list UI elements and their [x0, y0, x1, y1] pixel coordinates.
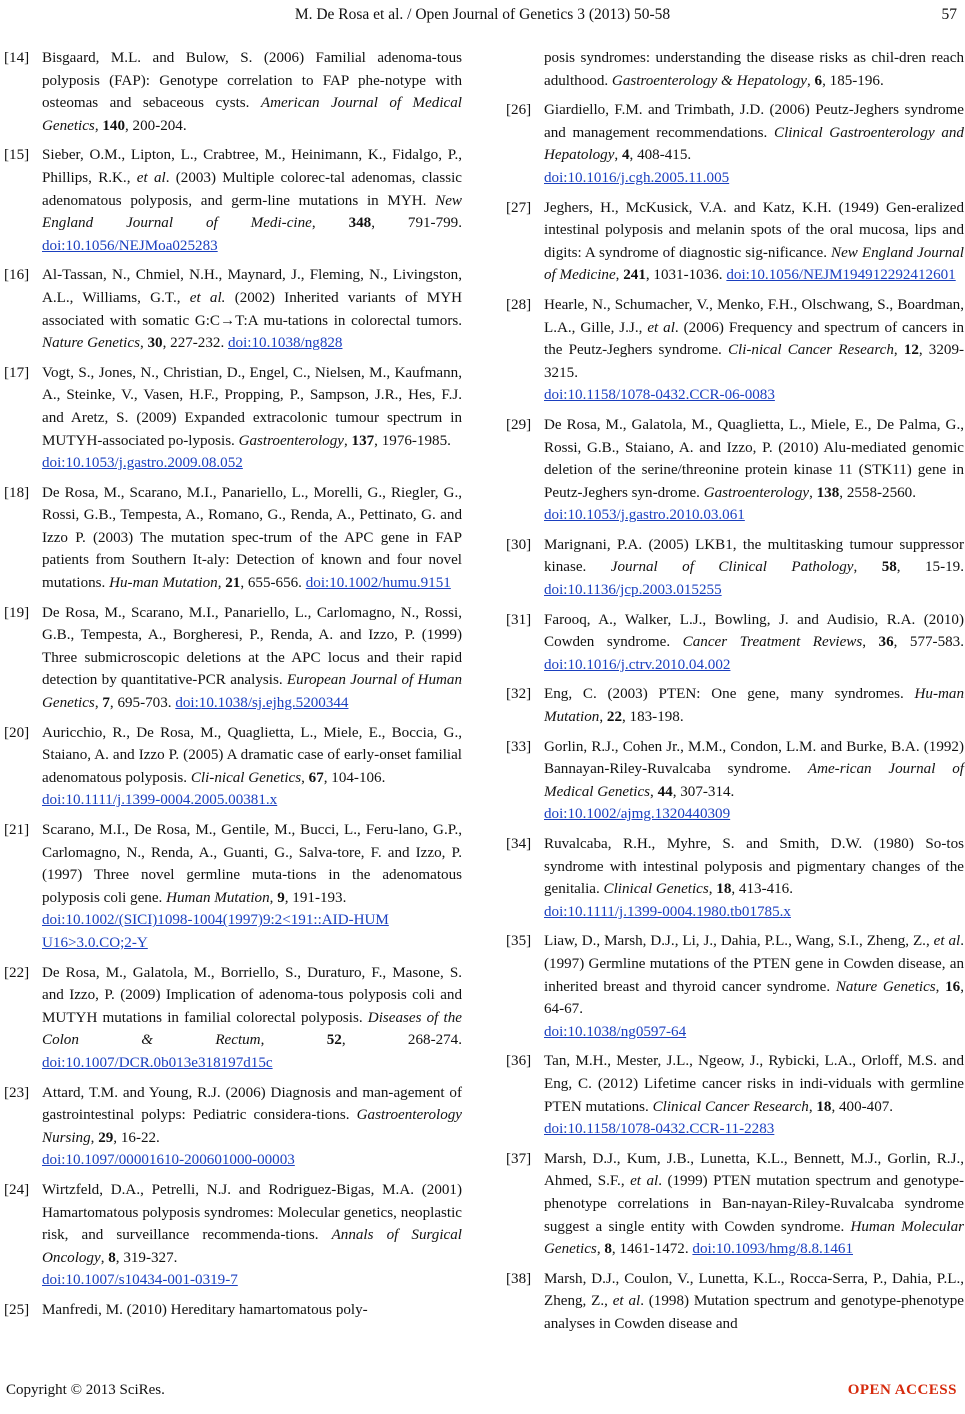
reference-number: [21]	[4, 822, 30, 838]
pages: , 268-274.	[341, 1032, 463, 1049]
reference-authors: Al-Tassan, N., Chmiel, N.H., Maynard, J., Fleming, N., Livingston, A.L., Williams, G.T.,	[42, 267, 462, 306]
reference-entry	[506, 930, 964, 1043]
reference-text	[42, 1082, 462, 1172]
reference-entry	[506, 736, 964, 826]
reference-title: . (1997) Germline mutations of the PTEN gene in Cowden disease, an inherited breast and thyroid cancer syndrome.	[544, 933, 964, 995]
reference-entry	[4, 1082, 462, 1172]
separator: ,	[94, 695, 103, 712]
reference-number: [26]	[506, 102, 532, 119]
reference-number: [27]	[506, 199, 532, 216]
journal-name: New England Journal of Medi-cine	[42, 192, 462, 232]
reference-authors: Giardiello, F.M. and Trimbath, J.D. (2006) Peutz-Jeghers syndrome and management recommendations.	[544, 102, 964, 141]
open-access-label: OPEN ACCESS	[847, 1382, 957, 1398]
reference-entry	[506, 99, 964, 189]
page-footer	[0, 1382, 965, 1404]
separator: ,	[807, 72, 815, 89]
pages: , 16-22.	[113, 1129, 160, 1146]
pages: , 191-193.	[284, 889, 347, 906]
journal-name: Gastroenterology	[703, 484, 810, 501]
reference-number: [14]	[4, 50, 30, 66]
running-title: M. De Rosa et al. / Open Journal of Genetics 3 (2013) 50-58	[294, 6, 671, 23]
separator: ,	[862, 634, 879, 651]
et-al: et al.	[189, 289, 226, 306]
reference-text	[42, 362, 462, 475]
reference-authors: Manfredi, M. (2010) Hereditary hamartomatous poly-	[42, 1301, 368, 1318]
volume: 29	[98, 1129, 114, 1146]
reference-entry	[506, 609, 964, 677]
pages: , 400-407.	[831, 1098, 894, 1115]
doi-link[interactable]: doi:10.1097/00001610-200601000-00003	[42, 1152, 295, 1169]
separator: ,	[139, 335, 148, 352]
reference-number: [34]	[506, 836, 532, 852]
reference-text	[42, 1179, 462, 1292]
doi-link[interactable]: doi:10.1016/j.ctrv.2010.04.002	[544, 656, 731, 673]
pages: , 104-106.	[323, 769, 386, 786]
reference-text	[544, 414, 964, 527]
journal-name: Clinical Gastroenterology and Hepatology	[544, 124, 964, 164]
pages: , 791-799.	[371, 215, 462, 232]
doi-link[interactable]: doi:10.1053/j.gastro.2009.08.052	[42, 455, 243, 472]
reference-authors: Vogt, S., Jones, N., Christian, D., Engel, C., Nielsen, M., Kaufmann, A., Steinke, V., Vasen, H.F., Propping, P., Sampson, J.R., Hes, F.J. and Aretz, S. (2009) Expanded extracolonic tumour spectrum in MUTYH-associated po-lyposis.	[42, 364, 462, 449]
pages: , 1031-1036.	[645, 267, 727, 284]
doi-link[interactable]: doi:10.1056/NEJMoa025283	[42, 237, 218, 254]
journal-name: Gastroenterology	[238, 432, 344, 449]
separator: ,	[650, 783, 658, 800]
reference-title: . (1999) PTEN mutation spectrum and genotype-phenotype correlations in Ban-nayan-Riley-Ruvalcaba syndrome suggest a single entity with Cowden syndrome.	[544, 1173, 964, 1235]
journal-name: Gastroenterology Nursing	[42, 1107, 462, 1146]
pages: , 655-656.	[240, 575, 306, 592]
reference-title: . (2003) Multiple colorec-tal adenomas, classic adenomatous polyposis, and germ-line mutations in MYH.	[42, 169, 462, 209]
reference-number: [16]	[4, 267, 30, 284]
reference-text	[544, 683, 964, 728]
pages: , 1976-1985.	[374, 432, 451, 449]
reference-number: [33]	[506, 738, 532, 755]
reference-entry	[4, 1299, 462, 1322]
reference-authors: Sieber, O.M., Lipton, L., Crabtree, M., Heinimann, K., Fidalgo, P., Phillips, R.K.,	[42, 147, 462, 186]
pages: , 15-19.	[896, 559, 964, 576]
left-column	[4, 47, 462, 1328]
reference-entry	[506, 47, 964, 92]
reference-text	[544, 197, 964, 287]
reference-number: [28]	[506, 296, 532, 313]
volume: 138	[816, 484, 840, 501]
reference-entry	[4, 722, 462, 812]
reference-title: . (1998) Mutation spectrum and genotype-phenotype analyses in Cowden disease and	[544, 1293, 964, 1332]
reference-text	[544, 1268, 964, 1336]
volume: 8	[604, 1241, 612, 1258]
journal-name: Nature Genetics	[835, 978, 936, 995]
reference-number: [19]	[4, 604, 30, 621]
reference-text	[544, 609, 964, 677]
reference-authors: Gorlin, R.J., Cohen Jr., M.M., Condon, L.M. and Burke, B.A. (1992) Bannayan-Riley-Ruvalcaba syndrome.	[544, 738, 964, 778]
volume: 241	[623, 267, 646, 284]
pages: , 185-196.	[822, 72, 884, 89]
reference-entry	[4, 962, 462, 1075]
reference-text	[42, 962, 462, 1075]
separator: ,	[343, 432, 352, 449]
separator: ,	[809, 484, 817, 501]
reference-authors: Eng, C. (2003) PTEN: One gene, many syndromes.	[544, 686, 915, 703]
reference-text	[42, 264, 462, 354]
journal-name: Nature Genetics	[42, 335, 140, 352]
reference-text	[544, 1050, 964, 1140]
reference-number: [31]	[506, 611, 532, 628]
reference-entry	[506, 1050, 964, 1140]
reference-entry	[506, 294, 964, 407]
journal-name: Annals of Surgical Oncology	[42, 1227, 462, 1266]
running-header	[0, 6, 965, 28]
reference-entry	[4, 819, 462, 955]
reference-text	[42, 602, 462, 715]
journal-name: Cli-nical Cancer Research	[727, 342, 894, 359]
volume: 21	[225, 575, 241, 592]
separator: ,	[301, 769, 309, 786]
reference-authors: Farooq, A., Walker, L.J., Bowling, J. and Audisio, R.A. (2010) Cowden syndrome.	[544, 611, 964, 651]
volume: 9	[277, 889, 285, 906]
pages: , 64-67.	[544, 978, 964, 1018]
separator: ,	[808, 1098, 817, 1115]
reference-entry	[4, 362, 462, 475]
reference-number: [18]	[4, 484, 30, 501]
reference-number: [25]	[4, 1301, 30, 1318]
doi-link[interactable]: doi:10.1038/ng828	[228, 335, 343, 352]
reference-text	[42, 144, 462, 257]
volume: 22	[606, 709, 622, 726]
volume: 18	[816, 1098, 832, 1115]
separator: ,	[893, 342, 904, 359]
reference-number: [30]	[506, 536, 532, 553]
reference-authors: Liaw, D., Marsh, D.J., Li, J., Dahia, P.L., Wang, S.I., Zheng, Z.,	[544, 933, 934, 950]
journal-name: Hu-man Mutation	[544, 686, 964, 726]
volume: 12	[903, 342, 919, 359]
doi-link[interactable]: doi:10.1007/s10434-001-0319-7	[42, 1272, 238, 1289]
reference-text	[544, 1148, 964, 1261]
volume: 140	[102, 117, 125, 134]
reference-authors: Attard, T.M. and Young, R.J. (2006) Diagnosis and man-agement of gastrointestinal polyps: Pediatric considera-tions.	[42, 1084, 462, 1124]
reference-entry	[506, 197, 964, 287]
copyright-notice: Copyright © 2013 SciRes.	[6, 1382, 165, 1398]
reference-authors: Ruvalcaba, R.H., Myhre, S. and Smith, D.W. (1980) So-tos syndrome with intestinal polyposis and pigmentary changes of the genitalia.	[544, 836, 964, 898]
reference-authors: Hearle, N., Schumacher, V., Menko, F.H., Olschwang, S., Boardman, L.A., Gille, J.J.,	[544, 296, 964, 336]
reference-number: [35]	[506, 933, 532, 950]
reference-number	[506, 47, 544, 92]
et-al: et al	[647, 319, 675, 336]
pages: , 200-204.	[125, 117, 187, 134]
reference-number: [29]	[506, 416, 532, 433]
volume: 348	[348, 215, 372, 232]
reference-text	[42, 722, 462, 812]
reference-authors: Jeghers, H., McKusick, V.A. and Katz, K.H. (1949) Gen-eralized intestinal polyposis and melanin spots of the oral mucosa, lips and digits: A syndrome of diagnostic sig-nificance.	[544, 199, 964, 261]
reference-authors: Marsh, D.J., Coulon, V., Lunetta, K.L., Rocca-Serra, P., Dahia, P.L., Zheng, Z.,	[544, 1270, 964, 1310]
reference-entry	[4, 482, 462, 595]
reference-authors: De Rosa, M., Scarano, M.I., Panariello, L., Morelli, G., Riegler, G., Rossi, G.B., Tempesta, A., Romano, G., Renda, A., Pettinato, G. and Izzo P. (2003) The mutation spec-trum of the APC gene in FAP patients from Southern It-aly: Detection of known and four novel mutations.	[42, 484, 462, 592]
separator: ,	[708, 881, 717, 898]
reference-title: (2002) Inherited variants of MYH associated with somatic G:C→T:A mu-tations in colorectal tumors.	[42, 289, 463, 329]
volume: 67	[308, 769, 324, 786]
reference-entry	[506, 1268, 964, 1336]
reference-entry	[506, 414, 964, 527]
journal-name: Journal of Clinical Pathology	[610, 559, 854, 576]
reference-entry	[506, 833, 964, 923]
reference-number: [36]	[506, 1053, 532, 1070]
reference-text	[544, 930, 964, 1043]
et-al: et al	[933, 933, 961, 950]
reference-text	[544, 99, 964, 189]
volume: 16	[945, 978, 961, 995]
reference-authors: posis syndromes: understanding the disease risks as chil-dren reach adulthood.	[544, 50, 964, 89]
reference-number: [24]	[4, 1181, 30, 1198]
volume: 52	[326, 1032, 342, 1049]
reference-entry	[506, 683, 964, 728]
pages: , 1461-1472.	[611, 1241, 693, 1258]
doi-link[interactable]: doi:10.1136/jcp.2003.015255	[544, 582, 722, 599]
reference-entry	[4, 602, 462, 715]
journal-name: Human Molecular Genetics	[544, 1218, 964, 1258]
journal-name: Hu-man Mutation	[109, 575, 218, 592]
separator: ,	[311, 215, 349, 232]
doi-link[interactable]: doi:10.1002/ajmg.1320440309	[544, 806, 731, 823]
pages: , 183-198.	[621, 709, 684, 726]
doi-link[interactable]: doi:10.1111/j.1399-0004.1980.tb01785.x	[544, 903, 791, 920]
doi-link[interactable]: doi:10.1002/(SICI)1098-1004(1997)9:2<191::AID-HUM U16>3.0.CO;2-Y	[42, 912, 389, 951]
reference-text	[544, 736, 964, 826]
doi-link[interactable]: doi:10.1158/1078-0432.CCR-06-0083	[544, 387, 775, 404]
pages: , 319-327.	[115, 1249, 178, 1266]
pages: , 307-314.	[672, 783, 735, 800]
reference-entry	[4, 1179, 462, 1292]
reference-authors: Bisgaard, M.L. and Bulow, S. (2006) Familial adenoma-tous polyposis (FAP): Genotype correlation to FAP phe-notype with osteomas and sebaceous cysts.	[42, 50, 462, 112]
pages: , 227-232.	[162, 335, 228, 352]
reference-text	[42, 819, 462, 955]
separator: ,	[260, 1032, 327, 1049]
reference-number: [20]	[4, 724, 30, 741]
reference-title: . (2006) Frequency and spectrum of cancers in the Peutz-Jeghers syndrome.	[544, 319, 964, 359]
reference-authors: Marignani, P.A. (2005) LKB1, the multitasking tumour suppressor kinase.	[544, 536, 964, 576]
doi-link[interactable]: doi:10.1093/hmg/8.8.1461	[692, 1241, 853, 1258]
separator: ,	[935, 978, 946, 995]
separator: ,	[614, 147, 622, 164]
journal-name: Cli-nical Genetics	[190, 769, 302, 786]
separator: ,	[269, 889, 278, 906]
journal-name: Human Mutation	[166, 889, 270, 906]
et-al: et al	[630, 1173, 659, 1190]
pages: , 413-416.	[731, 881, 794, 898]
doi-link[interactable]: doi:10.1158/1078-0432.CCR-11-2283	[544, 1121, 775, 1138]
reference-text	[544, 833, 964, 923]
reference-text	[544, 294, 964, 407]
reference-text	[544, 47, 964, 92]
volume: 7	[102, 695, 110, 712]
et-al: et al	[136, 169, 166, 186]
reference-authors: De Rosa, M., Scarano, M.I., Panariello, L., Carlomagno, N., Rossi, G.B., Tempesta, A., Borgheresi, P., Renda, A. and Izzo, P. (1999) Three submicroscopic deletions at the APC locus and their rapid detection by quantitative-PCR analysis.	[42, 604, 462, 689]
doi-link[interactable]: doi:10.1053/j.gastro.2010.03.061	[544, 507, 745, 524]
separator: ,	[599, 709, 607, 726]
reference-text	[42, 482, 462, 595]
reference-authors: Auricchio, R., De Rosa, M., Quaglietta, L., Miele, E., Boccia, G., Staiano, A. and Izzo P. (2005) A dramatic case of early-onset familial adenomatous polyposis.	[42, 724, 462, 786]
reference-entry	[506, 1148, 964, 1261]
journal-name: European Journal of Human Genetics	[42, 672, 462, 712]
doi-link[interactable]: doi:10.1038/sj.ejhg.5200344	[175, 695, 349, 712]
reference-number: [15]	[4, 147, 30, 164]
reference-number: [38]	[506, 1270, 532, 1287]
volume: 30	[147, 335, 163, 352]
reference-authors: Marsh, D.J., Kum, J.B., Lunetta, K.L., Bennett, M.J., Gorlin, R.J., Ahmed, S.F.,	[544, 1150, 964, 1190]
doi-link[interactable]: doi:10.1111/j.1399-0004.2005.00381.x	[42, 792, 278, 809]
volume: 137	[351, 432, 375, 449]
et-al: et al	[612, 1293, 641, 1310]
reference-authors: Scarano, M.I., De Rosa, M., Gentile, M., Bucci, L., Feru-lano, G.P., Carlomagno, N., Renda, A., Guanti, G., Salva-tore, F. and Izzo, P. (1997) Three novel germline muta-tions in the adenomatous polyposis coli gene.	[42, 822, 462, 906]
volume: 18	[716, 881, 732, 898]
pages: , 695-703.	[109, 695, 176, 712]
doi-link[interactable]: doi:10.1056/NEJM194912292412601	[726, 267, 956, 284]
reference-authors: De Rosa, M., Galatola, M., Quaglietta, L., Miele, E., De Palma, G., Rossi, G.B., Staiano, A. and Izzo, P. (2010) Alu-mediated genomic deletion of the serine/threonine protein kinase 11 (STK11) gene in Peutz-Jeghers syn-drome.	[544, 416, 964, 501]
volume: 58	[881, 559, 897, 576]
doi-link[interactable]: doi:10.1016/j.cgh.2005.11.005	[544, 169, 730, 186]
doi-link[interactable]: doi:10.1038/ng0597-64	[544, 1023, 687, 1040]
reference-authors: De Rosa, M., Galatola, M., Borriello, S., Duraturo, F., Masone, S. and Izzo, P. (2009) Implication of adenoma-tous polyposis coli and MUTYH mutations in familial colorectal polyposis.	[42, 964, 462, 1026]
reference-text	[42, 47, 462, 137]
volume: 36	[878, 634, 894, 651]
reference-number: [17]	[4, 364, 30, 381]
volume: 44	[657, 783, 673, 800]
journal-name: Diseases of the Colon & Rectum	[42, 1009, 463, 1049]
reference-entry	[4, 264, 462, 354]
reference-number: [23]	[4, 1084, 30, 1101]
journal-name: Cancer Treatment Reviews	[682, 634, 863, 651]
pages: , 577-583.	[893, 634, 964, 651]
doi-link[interactable]: doi:10.1007/DCR.0b013e318197d15c	[42, 1054, 273, 1071]
page-number: 57	[941, 6, 957, 23]
separator: ,	[596, 1241, 605, 1258]
journal-name: New England Journal of Medicine	[544, 244, 964, 284]
separator: ,	[615, 267, 624, 284]
separator: ,	[94, 117, 103, 134]
pages: , 3209-3215.	[544, 342, 965, 381]
doi-link[interactable]: doi:10.1002/humu.9151	[305, 575, 451, 592]
journal-name: Clinical Genetics	[603, 881, 709, 898]
separator: ,	[100, 1249, 109, 1266]
right-column	[506, 47, 964, 1342]
reference-text	[42, 1299, 462, 1322]
reference-number: [32]	[506, 686, 532, 703]
reference-number: [37]	[506, 1150, 532, 1167]
volume: 8	[108, 1249, 116, 1266]
journal-name: Gastroenterology & Hepatology	[611, 72, 807, 89]
reference-text	[544, 534, 964, 602]
reference-authors: Wirtzfeld, D.A., Petrelli, N.J. and Rodriguez-Bigas, M.A. (2001) Hamartomatous polyposis syndromes: Molecular genetics, neoplastic risk, and surveillance recommenda-tions.	[42, 1181, 462, 1244]
volume: 6	[814, 72, 823, 89]
reference-entry	[4, 144, 462, 257]
pages: , 408-415.	[629, 147, 692, 164]
separator: ,	[90, 1129, 99, 1146]
journal-name: American Journal of Medical Genetics	[42, 95, 462, 134]
journal-name: Clinical Cancer Research	[652, 1098, 809, 1115]
reference-number: [22]	[4, 964, 30, 981]
reference-entry	[506, 534, 964, 602]
separator: ,	[217, 575, 226, 592]
separator: ,	[853, 559, 882, 576]
pages: , 2558-2560.	[839, 484, 916, 501]
reference-entry	[4, 47, 462, 137]
journal-name: Ame-rican Journal of Medical Genetics	[544, 761, 965, 800]
reference-authors: Tan, M.H., Mester, J.L., Ngeow, J., Rybicki, L.A., Orloff, M.S. and Eng, C. (2012) Lifetime cancer risks in indi-viduals with germline PTEN mutations.	[544, 1053, 964, 1115]
volume: 4	[621, 147, 630, 164]
